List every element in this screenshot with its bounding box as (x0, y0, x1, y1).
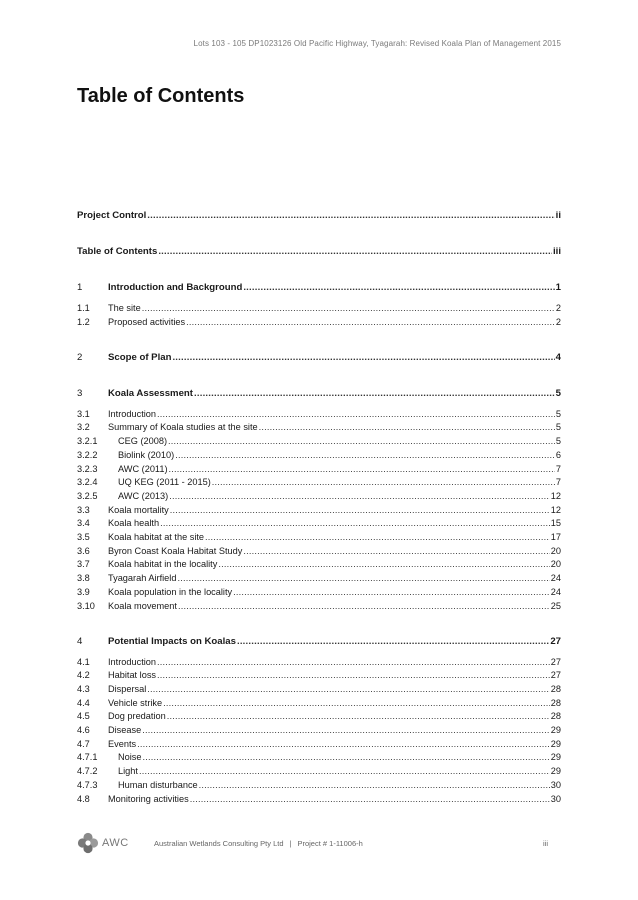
toc-entry[interactable] (77, 448, 561, 462)
toc-entry[interactable] (77, 245, 561, 259)
toc-entry[interactable] (77, 635, 561, 649)
toc-entry[interactable] (77, 696, 561, 710)
toc-leader-dots (172, 351, 554, 365)
toc-entry-page: 20 (550, 545, 561, 556)
toc-entry[interactable] (77, 301, 561, 315)
toc-entry-label: AWC (2011) (118, 463, 168, 474)
toc-entry-label: Vehicle strike (108, 697, 163, 708)
toc-entry[interactable] (77, 475, 561, 489)
toc-entry-page: 2 (555, 316, 561, 327)
toc-entry[interactable] (77, 544, 561, 558)
toc-leader-dots (139, 764, 550, 778)
toc-entry-label: Koala health (108, 518, 160, 529)
toc-leader-dots (212, 475, 555, 489)
toc-entry-page: 24 (550, 586, 561, 597)
toc-leader-dots (243, 281, 554, 295)
toc-entry[interactable] (77, 315, 561, 329)
toc-entry-number: 2 (77, 351, 83, 363)
toc-leader-dots (190, 792, 550, 806)
toc-entry-number: 3.1 (77, 408, 90, 419)
toc-entry[interactable] (77, 778, 561, 792)
toc-leader-dots (233, 585, 550, 599)
toc-entry[interactable] (77, 723, 561, 737)
toc-entry-number: 3.8 (77, 573, 90, 584)
toc-entry-number: 1.1 (77, 303, 90, 313)
toc-entry[interactable] (77, 682, 561, 696)
footer-company-line (154, 839, 363, 848)
toc-entry[interactable] (77, 351, 561, 365)
toc-entry[interactable] (77, 668, 561, 682)
toc-leader-dots (177, 571, 549, 585)
toc-leader-dots (143, 750, 550, 764)
toc-entry[interactable] (77, 420, 561, 434)
toc-entry[interactable] (77, 750, 561, 764)
page-title: Table of Contents (77, 85, 245, 107)
toc-entry-label: Byron Coast Koala Habitat Study (108, 545, 243, 556)
toc-entry-page: 5 (555, 422, 561, 433)
toc-entry-label: Potential Impacts on Koalas (108, 635, 236, 647)
toc-entry-number: 4.8 (77, 793, 90, 804)
running-header: Lots 103 - 105 DP1023126 Old Pacific Highway, Tyagarah: Revised Koala Plan of Management 2015 (193, 39, 561, 48)
toc-entry-label: Koala population in the locality (108, 586, 233, 597)
toc-entry[interactable] (77, 530, 561, 544)
toc-leader-dots (158, 245, 552, 259)
toc-entry-label: Disease (108, 725, 142, 735)
toc-entry-label: Noise (118, 752, 142, 763)
toc-leader-dots (157, 407, 555, 421)
toc-entry-number: 3.7 (77, 559, 90, 570)
toc-entry-page: 30 (550, 779, 561, 790)
toc-entry[interactable] (77, 709, 561, 723)
toc-entry-number: 3.4 (77, 518, 90, 529)
toc-entry[interactable] (77, 585, 561, 599)
toc-entry[interactable] (77, 792, 561, 806)
toc-leader-dots (147, 682, 549, 696)
toc-entry-label: Koala Assessment (108, 387, 193, 399)
toc-entry-label: Table of Contents (77, 246, 158, 257)
toc-entry-page: ii (555, 210, 561, 221)
toc-entry-page: 5 (555, 436, 561, 447)
toc-leader-dots (169, 489, 550, 503)
toc-entry-page: 28 (550, 683, 561, 694)
toc-leader-dots (178, 599, 550, 613)
toc-entry-page: 12 (550, 490, 561, 501)
toc-entry-number: 4.6 (77, 725, 90, 735)
toc-entry-number: 4.7 (77, 738, 90, 749)
toc-leader-dots (160, 516, 550, 530)
toc-entry[interactable] (77, 407, 561, 421)
toc-entry-label: Koala habitat at the site (108, 532, 205, 542)
toc-entry-page: 29 (550, 752, 561, 763)
company-name: Australian Wetlands Consulting Pty Ltd (154, 839, 284, 848)
toc-entry-label: Events (108, 738, 137, 749)
toc-entry-page: 30 (550, 793, 561, 804)
toc-entry-page: 12 (550, 504, 561, 515)
toc-entry[interactable] (77, 571, 561, 585)
toc-leader-dots (170, 503, 550, 517)
toc-entry-number: 3.2.1 (77, 436, 98, 447)
toc-leader-dots (237, 635, 549, 649)
toc-entry-number: 4.3 (77, 683, 90, 694)
toc-entry[interactable] (77, 281, 561, 295)
page-footer (77, 832, 561, 856)
toc-entry-page: 27 (550, 670, 561, 681)
toc-entry-page: iii (553, 246, 561, 257)
toc-entry-label: Scope of Plan (108, 351, 172, 363)
toc-leader-dots (199, 778, 550, 792)
toc-entry-number: 4.4 (77, 697, 90, 708)
toc-entry-page: 29 (550, 725, 561, 735)
toc-entry-label: Proposed activities (108, 316, 186, 327)
toc-entry-page: 29 (550, 766, 561, 777)
toc-leader-dots (137, 737, 550, 751)
toc-entry-number: 3.2.5 (77, 490, 98, 501)
toc-entry-page: 6 (555, 449, 561, 460)
toc-entry-label: UQ KEG (2011 - 2015) (118, 477, 211, 488)
toc-leader-dots (205, 530, 550, 544)
toc-entry-page: 5 (555, 408, 561, 419)
toc-entry-number: 3.2.2 (77, 449, 98, 460)
toc-entry-label: Project Control (77, 210, 147, 221)
toc-leader-dots (194, 387, 555, 401)
toc-entry-page: 1 (555, 282, 561, 293)
toc-entry-page: 4 (555, 351, 561, 363)
toc-leader-dots (142, 723, 550, 737)
toc-entry-page: 17 (550, 532, 561, 542)
toc-entry-number: 3.10 (77, 600, 95, 611)
toc-entry-page: 7 (555, 463, 561, 474)
toc-leader-dots (157, 655, 550, 669)
toc-entry-number: 3.3 (77, 504, 90, 515)
footer-separator: | (289, 839, 292, 848)
toc-entry-label: Koala habitat in the locality (108, 559, 218, 570)
toc-entry[interactable] (77, 764, 561, 778)
toc-entry-number: 1.2 (77, 316, 90, 327)
toc-entry-label: The site (108, 303, 141, 313)
toc-leader-dots (147, 209, 554, 223)
project-number: Project # 1-11006-h (297, 839, 363, 848)
toc-leader-dots (142, 301, 555, 315)
toc-entry-label: Monitoring activities (108, 793, 189, 804)
toc-entry-page: 20 (550, 559, 561, 570)
toc-entry-page: 27 (550, 656, 561, 667)
toc-entry-page: 24 (550, 573, 561, 584)
toc-entry[interactable] (77, 387, 561, 401)
toc-entry[interactable] (77, 462, 561, 476)
toc-leader-dots (243, 544, 549, 558)
toc-leader-dots (175, 448, 555, 462)
toc-entry-number: 4.1 (77, 656, 90, 667)
toc-entry[interactable] (77, 655, 561, 669)
toc-entry-number: 4.7.1 (77, 752, 98, 763)
toc-entry-page: 7 (555, 477, 561, 488)
toc-leader-dots (168, 434, 555, 448)
toc-entry-page: 15 (550, 518, 561, 529)
toc-entry-label: CEG (2008) (118, 436, 168, 447)
toc-leader-dots (186, 315, 555, 329)
toc-entry-number: 3.5 (77, 532, 90, 542)
toc-entry-label: AWC (2013) (118, 490, 169, 501)
toc-entry-number: 4.7.3 (77, 779, 98, 790)
toc-entry-label: Human disturbance (118, 779, 198, 790)
toc-entry[interactable] (77, 503, 561, 517)
toc-entry[interactable] (77, 516, 561, 530)
toc-entry-label: Introduction and Background (108, 282, 243, 293)
toc-entry[interactable] (77, 209, 561, 223)
toc-entry-label: Dispersal (108, 683, 147, 694)
toc-leader-dots (163, 696, 550, 710)
toc-leader-dots (218, 557, 549, 571)
toc-leader-dots (157, 668, 550, 682)
toc-entry-label: Koala mortality (108, 504, 169, 515)
toc-entry[interactable] (77, 434, 561, 448)
toc-entry-number: 3.2 (77, 422, 90, 433)
toc-entry-number: 3 (77, 387, 83, 399)
toc-entry-number: 4.5 (77, 711, 90, 722)
toc-entry-label: Introduction (108, 656, 157, 667)
toc-leader-dots (169, 462, 555, 476)
toc-entry-number: 4.7.2 (77, 766, 98, 777)
toc-entry-page: 28 (550, 711, 561, 722)
toc-entry-page: 28 (550, 697, 561, 708)
toc-entry-page: 25 (550, 600, 561, 611)
awc-logo-icon (77, 832, 99, 854)
toc-entry-number: 4.2 (77, 670, 90, 681)
logo-text: AWC (102, 837, 129, 849)
toc-entry-number: 3.6 (77, 545, 90, 556)
toc-entry-page: 29 (550, 738, 561, 749)
toc-entry-number: 3.2.4 (77, 477, 98, 488)
toc-entry-label: Dog predation (108, 711, 166, 722)
toc-entry-label: Biolink (2010) (118, 449, 175, 460)
toc-entry-page: 27 (550, 635, 561, 647)
toc-entry-label: Habitat loss (108, 670, 157, 681)
logo (77, 832, 129, 854)
toc-entry-label: Summary of Koala studies at the site (108, 422, 258, 433)
toc-entry-number: 1 (77, 282, 83, 293)
toc-entry-number: 3.2.3 (77, 463, 98, 474)
toc-entry-label: Koala movement (108, 600, 177, 611)
toc-entry-number: 3.9 (77, 586, 90, 597)
toc-entry-label: Introduction (108, 408, 157, 419)
toc-leader-dots (259, 420, 555, 434)
toc-entry-label: Light (118, 766, 138, 777)
toc-entry-number: 4 (77, 635, 83, 647)
toc-entry-label: Tyagarah Airfield (108, 573, 177, 584)
toc-entry[interactable] (77, 489, 561, 503)
toc-entry[interactable] (77, 737, 561, 751)
footer-page-number: iii (543, 839, 548, 848)
toc-entry[interactable] (77, 599, 561, 613)
toc-entry-page: 5 (555, 387, 561, 399)
toc-entry-page: 2 (555, 303, 561, 313)
toc-leader-dots (167, 709, 550, 723)
toc-entry[interactable] (77, 557, 561, 571)
